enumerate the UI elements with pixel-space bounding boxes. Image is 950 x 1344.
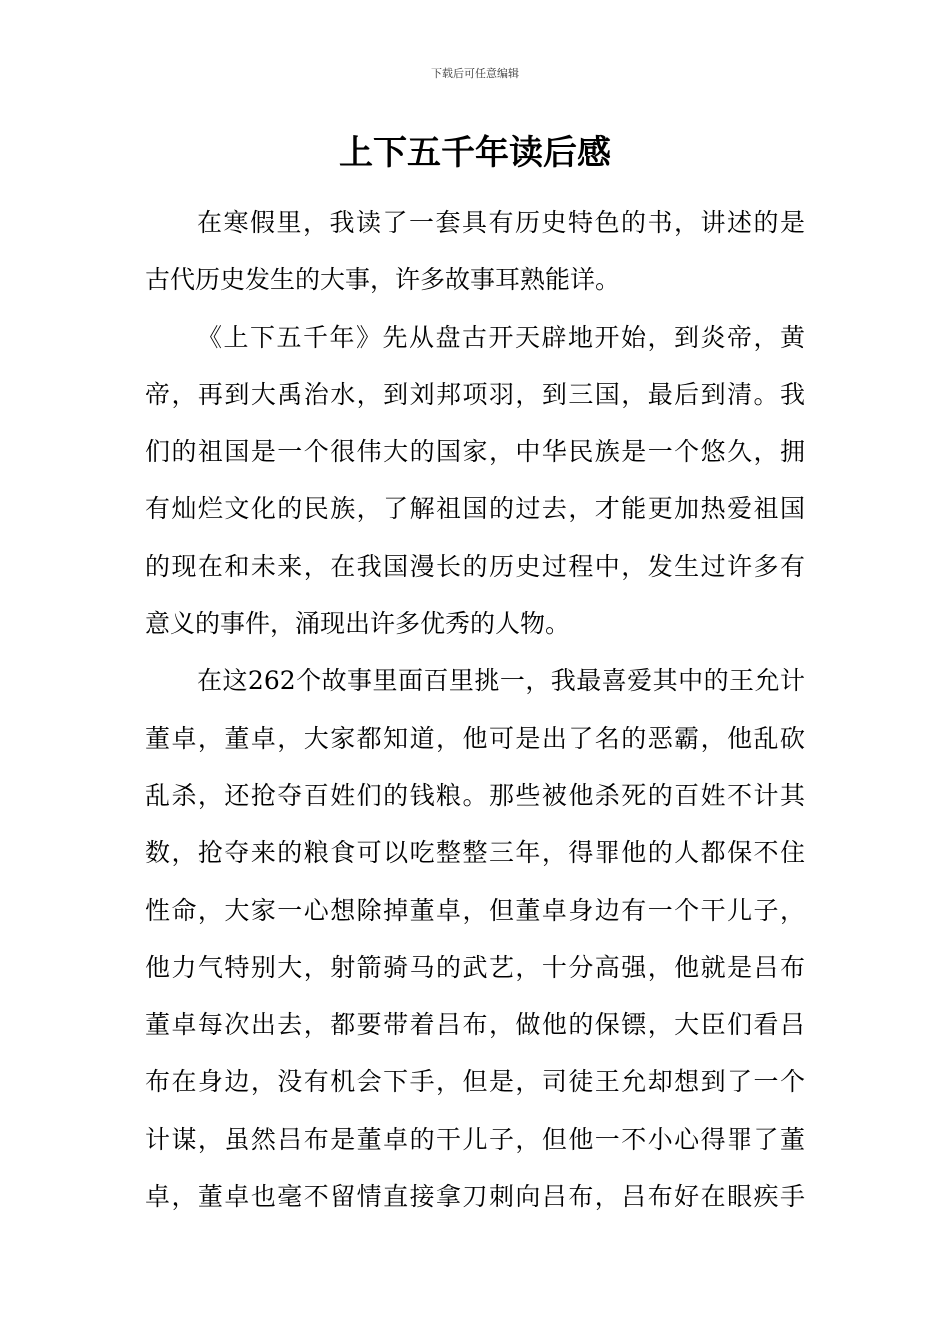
text-line: 有灿烂文化的民族，了解祖国的过去，才能更加热爱祖国 [145, 494, 805, 524]
text-line: 卓，董卓也毫不留情直接拿刀刺向吕布，吕布好在眼疾手 [145, 1182, 805, 1212]
text-line: 性命，大家一心想除掉董卓，但董卓身边有一个干儿子， [145, 895, 805, 925]
text-line: 数，抢夺来的粮食可以吃整整三年，得罪他的人都保不住 [145, 838, 805, 868]
text-line: 在寒假里，我读了一套具有历史特色的书，讲述的是 [197, 208, 805, 237]
text-line: 帝，再到大禹治水，到刘邦项羽，到三国，最后到清。我 [145, 379, 805, 409]
text-line: 他力气特别大，射箭骑马的武艺，十分高强，他就是吕布 [145, 952, 805, 982]
text-line: 董卓，董卓，大家都知道，他可是出了名的恶霸，他乱砍 [145, 723, 805, 753]
text-line: 布在身边，没有机会下手，但是，司徒王允却想到了一个 [145, 1067, 805, 1097]
text-line: 董卓每次出去，都要带着吕布，做他的保镖，大臣们看吕 [145, 1010, 805, 1040]
text-line: 乱杀，还抢夺百姓们的钱粮。那些被他杀死的百姓不计其 [145, 780, 805, 810]
text-line: 《上下五千年》先从盘古开天辟地开始，到炎帝，黄 [197, 322, 805, 352]
text-line: 意义的事件，涌现出许多优秀的人物。 [145, 609, 571, 639]
header-note: 下载后可任意编辑 [431, 67, 519, 80]
body-text [145, 194, 805, 1225]
text-line: 古代历史发生的大事，许多故事耳熟能详。 [145, 265, 621, 295]
text-line: 们的祖国是一个很伟大的国家，中华民族是一个悠久，拥 [145, 437, 805, 467]
text-line: 的现在和未来，在我国漫长的历史过程中，发生过许多有 [145, 551, 805, 581]
text-line: 在这262个故事里面百里挑一，我最喜爱其中的王允计 [197, 666, 805, 696]
document-title: 上下五千年读后感 [339, 133, 611, 173]
text-line: 计谋，虽然吕布是董卓的干儿子，但他一不小心得罪了董 [145, 1124, 805, 1154]
